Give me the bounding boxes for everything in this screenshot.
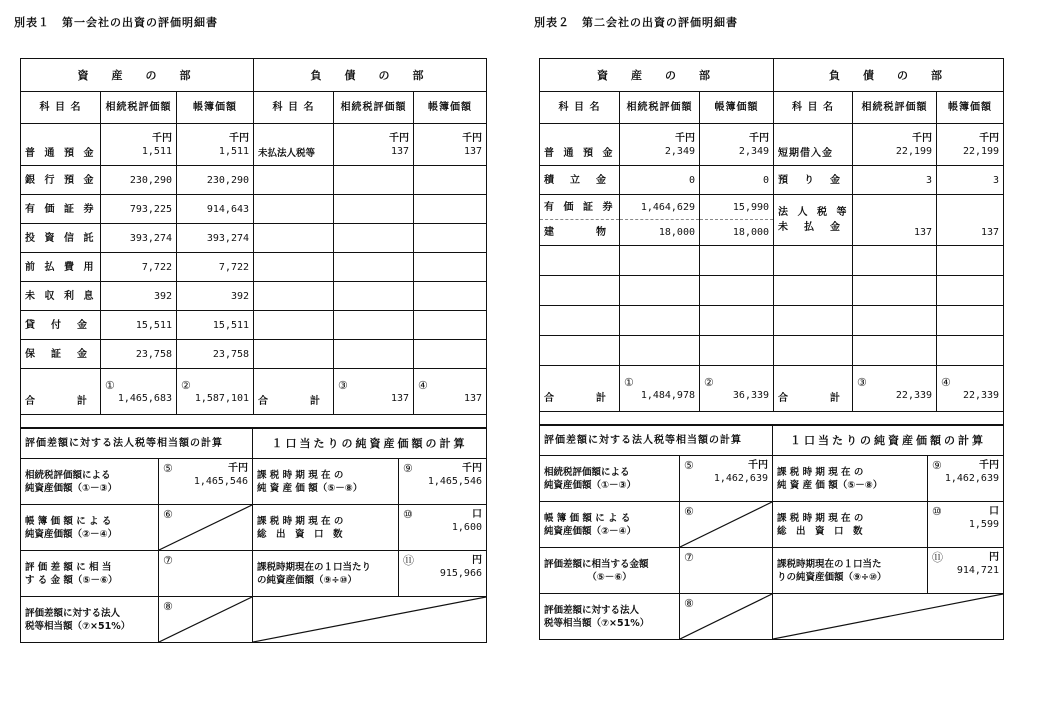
- doc1-asset-tax: 7,722: [101, 253, 177, 282]
- table-row: [21, 282, 487, 311]
- doc2-calc-value: ⑦: [680, 548, 773, 594]
- doc1-calc-right-value: ⑩ 口 1,600: [399, 505, 487, 551]
- doc1-col-tax-liab: 相続税評価額: [334, 92, 414, 124]
- doc1-liab-name: 未払法人税等: [254, 124, 334, 166]
- doc1-asset-book: 千円 1,511: [177, 124, 254, 166]
- doc1-col-book-liab: 帳簿価額: [414, 92, 487, 124]
- doc1-calc-right-value: ⑨ 千円 1,465,546: [399, 459, 487, 505]
- doc1-calc-right-label: 課 税 時 期 現 在 の 純 資 産 価 額（⑤－⑧）: [253, 459, 399, 505]
- table-row: [21, 551, 487, 597]
- doc2-asset-name: 積 立 金: [540, 166, 620, 195]
- doc2-calc-right-title: １口当たりの純資産価額の計算: [773, 426, 1004, 456]
- doc1-asset-name: 銀 行 預 金: [21, 166, 101, 195]
- doc1-total-row: [21, 369, 487, 415]
- doc1-calc-label: 帳 簿 価 額 に よ る 純資産価額（②－④）: [21, 505, 159, 551]
- doc2-col-tax: 相続税評価額: [620, 92, 700, 124]
- doc2-asset-book: 0: [700, 166, 774, 195]
- table-row: [21, 124, 487, 166]
- doc1-total-label-liab: 合 計: [254, 369, 334, 415]
- doc2-balance-table: [539, 58, 1004, 425]
- doc2-col-book: 帳簿価額: [700, 92, 774, 124]
- doc2-calc-label: 評価差額に対する法人 税等相当額（⑦×51%）: [540, 594, 680, 640]
- table-row: [540, 548, 1004, 594]
- doc1-asset-tax: 23,758: [101, 340, 177, 369]
- doc2-col-item: 科 目 名: [540, 92, 620, 124]
- table-row: [540, 246, 1004, 276]
- doc1-col-book: 帳簿価額: [177, 92, 254, 124]
- doc1-calc-label: 評 価 差 額 に 相 当 す る 金 額（⑤－⑥）: [21, 551, 159, 597]
- doc1-asset-name: 貸 付 金: [21, 311, 101, 340]
- doc1-asset-name: 未 収 利 息: [21, 282, 101, 311]
- doc1-title: 別表１ 第一会社の出資の評価明細書: [14, 16, 218, 29]
- doc1-asset-name: 投 資 信 託: [21, 224, 101, 253]
- diagonal-line: [159, 505, 252, 550]
- doc1-calc-right-label: 課 税 時 期 現 在 の 総 出 資 口 数: [253, 505, 399, 551]
- doc1-asset-book: 392: [177, 282, 254, 311]
- doc2-liab-book: 3: [937, 166, 1004, 195]
- doc1-asset-book: 914,643: [177, 195, 254, 224]
- doc2-col-item-liab: 科 目 名: [774, 92, 853, 124]
- doc1-liab-header: 負 債 の 部: [254, 59, 487, 92]
- doc2-calc-right-value: ⑨ 千円 1,462,639: [928, 456, 1004, 502]
- doc2-total-asset-tax: ① 1,484,978: [620, 366, 700, 412]
- doc2-calc-empty-diag: [773, 594, 1004, 640]
- doc2-liab-book: 137: [937, 195, 1004, 246]
- table-row: [21, 459, 487, 505]
- doc1-total-asset-tax: ① 1,465,683: [101, 369, 177, 415]
- doc2-calc-label: 評価差額に相当する金額 （⑤－⑥）: [540, 548, 680, 594]
- doc2-col-book-liab: 帳簿価額: [937, 92, 1004, 124]
- doc2-liab-book: 千円 22,199: [937, 124, 1004, 166]
- doc2-asset-tax: 千円 2,349: [620, 124, 700, 166]
- doc2-form: [539, 58, 1004, 640]
- table-row: [540, 195, 1004, 220]
- doc2-asset-book: 千円 2,349: [700, 124, 774, 166]
- doc2-asset-name: 建 物: [540, 220, 620, 246]
- doc1-total-liab-tax: ③ 137: [334, 369, 414, 415]
- doc1-asset-book: 7,722: [177, 253, 254, 282]
- doc2-liab-tax: 3: [853, 166, 937, 195]
- doc2-liab-name: 預 り 金: [774, 166, 853, 195]
- doc2-asset-tax: 0: [620, 166, 700, 195]
- doc2-asset-book: 15,990: [700, 195, 774, 220]
- doc1-asset-tax: 千円 1,511: [101, 124, 177, 166]
- doc1-calc-value: ⑤ 千円 1,465,546: [159, 459, 253, 505]
- doc1-col-item: 科 目 名: [21, 92, 101, 124]
- doc2-total-label-liab: 合 計: [774, 366, 853, 412]
- doc2-liab-header: 負 債 の 部: [774, 59, 1004, 92]
- table-row: [21, 166, 487, 195]
- doc1-liab-tax: 千円 137: [334, 124, 414, 166]
- doc2-liab-name: 短期借入金: [774, 124, 853, 166]
- doc2-title: 別表２ 第二会社の出資の評価明細書: [534, 16, 738, 29]
- doc1-asset-name: 保 証 金: [21, 340, 101, 369]
- doc2-total-asset-book: ② 36,339: [700, 366, 774, 412]
- doc1-form: [20, 58, 487, 643]
- doc2-asset-tax: 18,000: [620, 220, 700, 246]
- doc1-calc-empty-diag: [253, 597, 487, 643]
- doc1-calc-value: ⑦: [159, 551, 253, 597]
- doc1-calc-label: 相続税評価額による 純資産価額（①－③）: [21, 459, 159, 505]
- doc2-calc-right-value: ⑪ 円 914,721: [928, 548, 1004, 594]
- doc1-calc-value-diag: ⑧: [159, 597, 253, 643]
- doc1-asset-book: 393,274: [177, 224, 254, 253]
- doc2-calc-right-label: 課 税 時 期 現 在 の 純 資 産 価 額（⑤－⑧）: [773, 456, 928, 502]
- table-row: [21, 505, 487, 551]
- doc2-calc-value-diag: ⑥: [680, 502, 773, 548]
- diagonal-line: [680, 594, 772, 639]
- doc2-col-tax-liab: 相続税評価額: [853, 92, 937, 124]
- doc1-calc-right-value: ⑪ 円 915,966: [399, 551, 487, 597]
- table-row: [21, 311, 487, 340]
- doc2-asset-name: 普 通 預 金: [540, 124, 620, 166]
- doc1-total-asset-book: ② 1,587,101: [177, 369, 254, 415]
- doc1-liab-book: 千円 137: [414, 124, 487, 166]
- diagonal-line: [773, 594, 1003, 639]
- doc1-calc-table: [20, 428, 487, 643]
- doc1-balance-table: [20, 58, 487, 428]
- doc1-asset-book: 15,511: [177, 311, 254, 340]
- diagonal-line: [253, 597, 486, 642]
- doc2-calc-left-title: 評価差額に対する法人税等相当額の計算: [540, 426, 773, 456]
- doc2-assets-header: 資 産 の 部: [540, 59, 774, 92]
- doc1-asset-name: 有 価 証 券: [21, 195, 101, 224]
- doc2-liab-tax: 千円 22,199: [853, 124, 937, 166]
- doc2-asset-name: 有 価 証 券: [540, 195, 620, 220]
- doc1-calc-right-title: １口当たりの純資産価額の計算: [253, 429, 487, 459]
- doc1-total-liab-book: ④ 137: [414, 369, 487, 415]
- doc1-asset-tax: 793,225: [101, 195, 177, 224]
- doc1-asset-tax: 15,511: [101, 311, 177, 340]
- table-row: [21, 340, 487, 369]
- doc2-total-label: 合 計: [540, 366, 620, 412]
- table-row: [21, 597, 487, 643]
- table-row: [540, 456, 1004, 502]
- doc2-liab-name: 法 人 税 等 未 払 金: [774, 195, 853, 246]
- doc1-asset-book: 230,290: [177, 166, 254, 195]
- doc2-calc-right-value: ⑩ 口 1,599: [928, 502, 1004, 548]
- doc1-asset-book: 23,758: [177, 340, 254, 369]
- doc1-asset-name: 前 払 費 用: [21, 253, 101, 282]
- doc2-total-liab-book: ④ 22,339: [937, 366, 1004, 412]
- doc1-calc-left-title: 評価差額に対する法人税等相当額の計算: [21, 429, 253, 459]
- doc1-col-tax: 相続税評価額: [101, 92, 177, 124]
- doc2-calc-right-label: 課税時期現在の１口当た りの純資産価額（⑨÷⑩）: [773, 548, 928, 594]
- doc2-calc-value: ⑤ 千円 1,462,639: [680, 456, 773, 502]
- doc1-asset-tax: 230,290: [101, 166, 177, 195]
- doc2-liab-tax: 137: [853, 195, 937, 246]
- doc1-col-item-liab: 科 目 名: [254, 92, 334, 124]
- diagonal-line: [159, 597, 252, 642]
- table-row: [540, 336, 1004, 366]
- table-row: [540, 124, 1004, 166]
- doc1-asset-tax: 393,274: [101, 224, 177, 253]
- doc1-calc-value-diag: ⑥: [159, 505, 253, 551]
- table-row: [540, 276, 1004, 306]
- doc2-total-row: [540, 366, 1004, 412]
- doc2-calc-value-diag: ⑧: [680, 594, 773, 640]
- table-row: [21, 253, 487, 282]
- diagonal-line: [680, 502, 772, 547]
- table-row: [540, 306, 1004, 336]
- doc2-calc-label: 相続税評価額による 純資産価額（①－③）: [540, 456, 680, 502]
- doc2-total-liab-tax: ③ 22,339: [853, 366, 937, 412]
- doc1-calc-right-label: 課税時期現在の１口当たり の純資産価額（⑨÷⑩）: [253, 551, 399, 597]
- doc1-total-label: 合 計: [21, 369, 101, 415]
- table-row: [21, 195, 487, 224]
- doc1-asset-name: 普 通 預 金: [21, 124, 101, 166]
- table-row: [21, 224, 487, 253]
- table-row: [540, 502, 1004, 548]
- doc1-asset-tax: 392: [101, 282, 177, 311]
- doc2-calc-label: 帳 簿 価 額 に よ る 純資産価額（②－④）: [540, 502, 680, 548]
- table-row: [540, 594, 1004, 640]
- doc1-assets-header: 資 産 の 部: [21, 59, 254, 92]
- doc1-calc-label: 評価差額に対する法人 税等相当額（⑦×51%）: [21, 597, 159, 643]
- doc2-asset-tax: 1,464,629: [620, 195, 700, 220]
- table-row: [540, 166, 1004, 195]
- doc2-asset-book: 18,000: [700, 220, 774, 246]
- doc2-calc-right-label: 課 税 時 期 現 在 の 総 出 資 口 数: [773, 502, 928, 548]
- doc2-calc-table: [539, 425, 1004, 640]
